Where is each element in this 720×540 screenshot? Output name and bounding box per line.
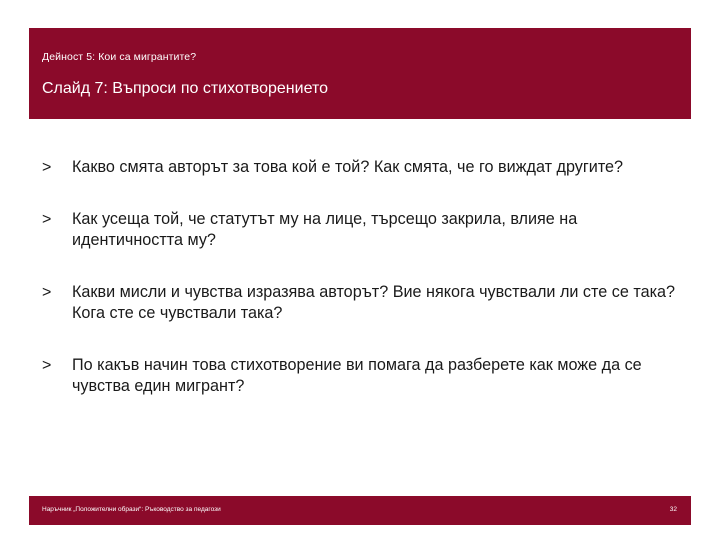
question-list <box>42 157 682 428</box>
slide-title: Слайд 7: Въпроси по стихотворението <box>42 80 328 97</box>
bullet-arrow-icon: > <box>42 357 52 374</box>
question-text: Как усеща той, че статутът му на лице, търсещо закрила, влияе на идентичността му? <box>72 210 578 249</box>
question-item <box>42 157 682 178</box>
footer-band <box>29 496 691 525</box>
question-item <box>42 282 682 324</box>
question-text: По какъв начин това стихотворение ви помага да разберете как може да се чувства един мигрант? <box>72 356 642 395</box>
question-text: Какво смята авторът за това кой е той? Как смята, че го виждат другите? <box>72 158 624 176</box>
bullet-arrow-icon: > <box>42 159 52 176</box>
question-item <box>42 355 682 397</box>
page-number: 32 <box>669 506 677 513</box>
header-band <box>29 28 691 119</box>
activity-subtitle: Дейност 5: Кои са мигрантите? <box>42 51 197 63</box>
bullet-arrow-icon: > <box>42 284 52 301</box>
question-text: Какви мисли и чувства изразява авторът? Вие някога чувствали ли сте се така? Кога сте се чувствали така? <box>72 283 676 322</box>
bullet-arrow-icon: > <box>42 211 52 228</box>
question-item <box>42 209 682 251</box>
footer-source-text: Наръчник „Положителни образи“: Ръководство за педагози <box>42 506 221 513</box>
